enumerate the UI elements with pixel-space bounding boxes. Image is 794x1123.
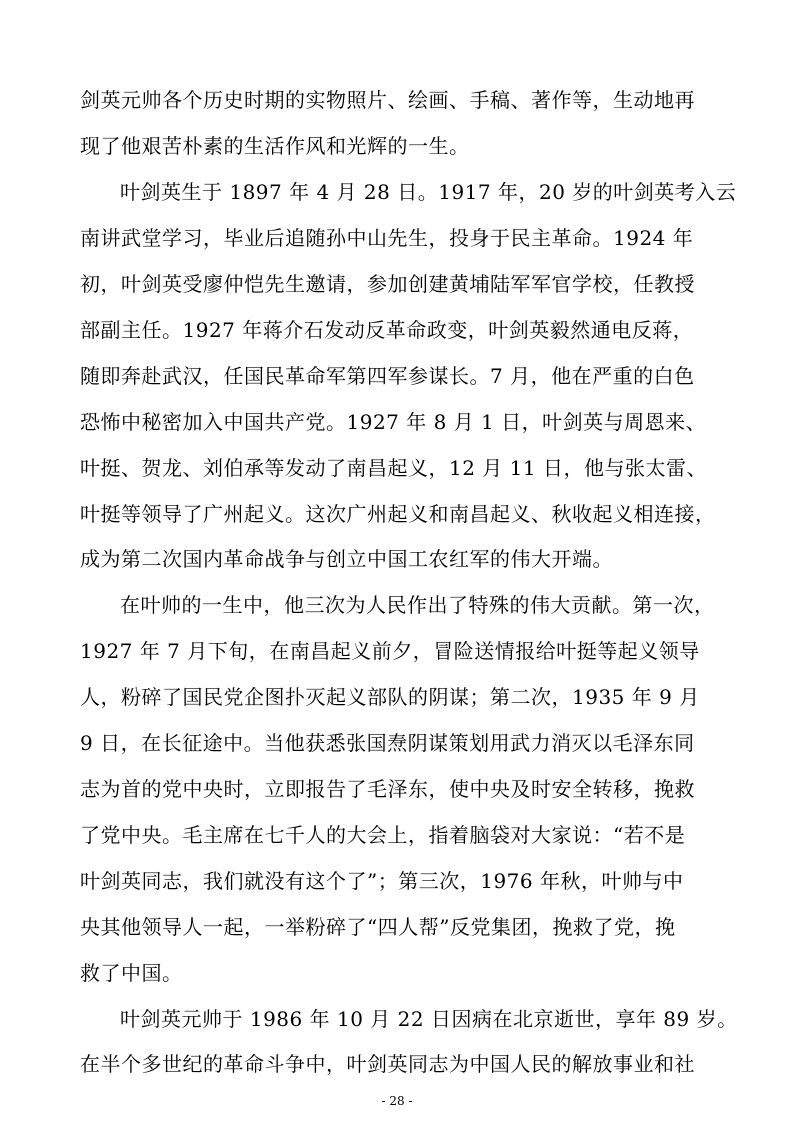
text-line: 恐怖中秘密加入中国共产党。1927 年 8 月 1 日，叶剑英与周恩来、: [80, 410, 707, 434]
text-line: 在叶帅的一生中，他三次为人民作出了特殊的伟大贡献。第一次，: [120, 593, 715, 617]
text-line: 部副主任。1927 年蒋介石发动反革命政变，叶剑英毅然通电反蒋，: [80, 318, 694, 342]
text-line: 叶剑英元帅于 1986 年 10 月 22 日因病在北京逝世，享年 89 岁。: [120, 1007, 738, 1031]
text-line: 成为第二次国内革命战争与创立中国工农红军的伟大开端。: [80, 547, 613, 571]
text-line: 志为首的党中央时，立即报告了毛泽东，使中央及时安全转移，挽救: [80, 777, 695, 801]
page-number: - 28 -: [381, 1094, 413, 1108]
text-line: 剑英元帅各个历史时期的实物照片、绘画、手稿、著作等，生动地再: [80, 88, 695, 112]
text-line: 叶挺、贺龙、刘伯承等发动了南昌起义，12 月 11 日，他与张太雷、: [80, 456, 707, 480]
text-line: 在半个多世纪的革命斗争中，叶剑英同志为中国人民的解放事业和社: [80, 1052, 695, 1076]
text-line: 了党中央。毛主席在七千人的大会上，指着脑袋对大家说：“若不是: [80, 823, 686, 847]
text-line: 南讲武堂学习，毕业后追随孙中山先生，投身于民主革命。1924 年: [80, 226, 694, 250]
text-line: 现了他艰苦朴素的生活作风和光辉的一生。: [80, 134, 470, 158]
text-line: 人，粉碎了国民党企图扑灭起义部队的阴谋；第二次，1935 年 9 月: [80, 685, 700, 709]
text-line: 叶挺等领导了广州起义。这次广州起义和南昌起义、秋收起义相连接，: [80, 502, 716, 526]
text-line: 叶剑英同志，我们就没有这个了”；第三次，1976 年秋，叶帅与中: [80, 869, 684, 893]
text-line: 央其他领导人一起，一举粉碎了“四人帮”反党集团，挽救了党，挽: [80, 915, 676, 939]
text-line: 随即奔赴武汉，任国民革命军第四军参谋长。7 月，他在严重的白色: [80, 364, 695, 388]
text-line: 叶剑英生于 1897 年 4 月 28 日。1917 年，20 岁的叶剑英考入云: [120, 180, 737, 204]
text-line: 救了中国。: [80, 961, 183, 985]
text-line: 9 日，在长征途中。当他获悉张国焘阴谋策划用武力消灭以毛泽东同: [80, 731, 695, 755]
text-line: 1927 年 7 月下旬，在南昌起义前夕，冒险送情报给叶挺等起义领导: [80, 639, 700, 663]
text-line: 初，叶剑英受廖仲恺先生邀请，参加创建黄埔陆军军官学校，任教授: [80, 272, 695, 296]
